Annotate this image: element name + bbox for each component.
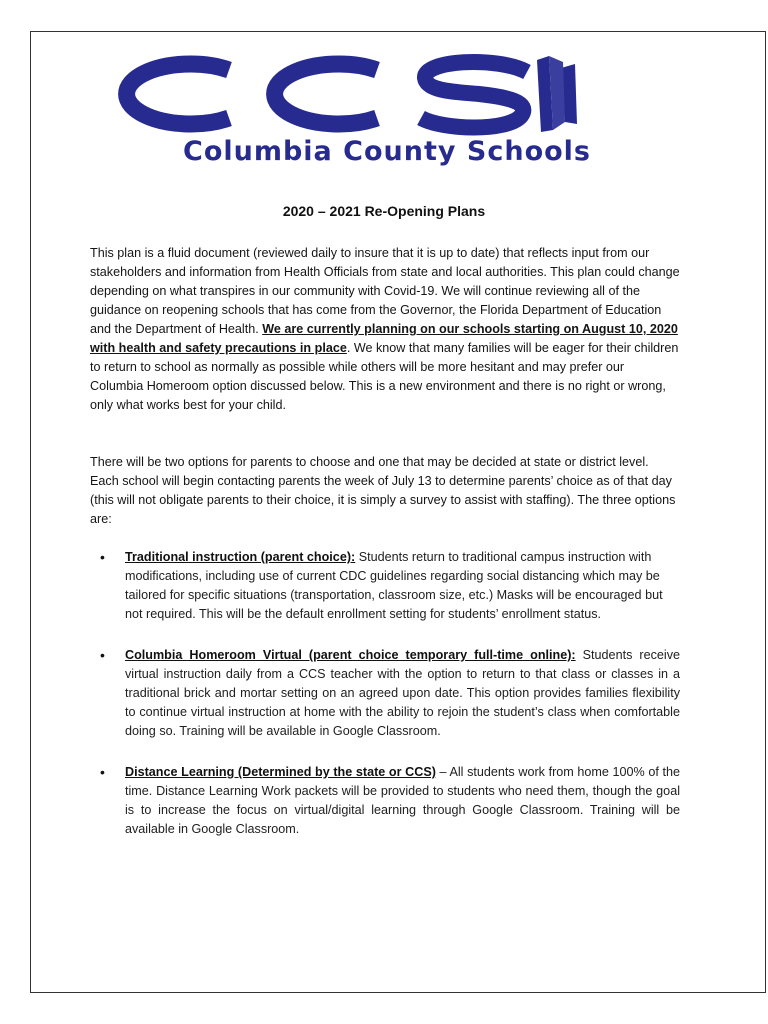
document-page: [30, 31, 766, 993]
list-item-homeroom-virtual: [90, 646, 680, 741]
bullet-icon: •: [100, 764, 105, 780]
list-item-distance-learning: [90, 763, 680, 839]
option-label: Distance Learning (Determined by the state or CCS): [125, 765, 436, 779]
intro-text-end: . We know that many families will be eager for their children to return to school as normally as possible while others will be more hesitant and may prefer our Columbia Homeroom option discussed below. This is a new environment and there is no right or wrong, only what works best for your child.: [90, 341, 679, 412]
bullet-icon: •: [100, 549, 105, 565]
option-label: Columbia Homeroom Virtual (parent choice temporary full-time online):: [125, 648, 576, 662]
intro-text-start: This plan is a fluid document (reviewed daily to insure that it is up to date) that reflects input from our stakeholders and information from Health Officials from state and local authorities. This plan could change depending on what transpires in our community with Covid-19. We will continue reviewing all of the guidance on reopening schools that has come from the Governor, the Florida Department of Education and the Department of Health.: [90, 246, 680, 336]
options-list: [90, 548, 680, 839]
option-text: Students receive virtual instruction daily from a CCS teacher with the option to return to that class or classes in a traditional brick and mortar setting on an agreed upon date. This option provides families flexibility to continue virtual instruction at home with the ability to rejoin the student’s class when comfortable doing so. Training will be available in Google Classroom.: [125, 648, 680, 738]
list-item-traditional: [90, 548, 680, 624]
bullet-icon: •: [100, 647, 105, 663]
options-intro-paragraph: There will be two options for parents to choose and one that may be decided at state or district level. Each school will begin contacting parents the week of July 13 to determine parents’ choice as of that day (this will not obligate parents to their choice, it is simply a survey to assist with staffing). The three options are:: [90, 455, 676, 526]
document-title: 2020 – 2021 Re-Opening Plans: [282, 203, 486, 219]
district-name: Columbia County Schools: [183, 136, 591, 167]
intro-emphasis: We are currently planning on our schools starting on August 10, 2020 with health and safety precautions in place: [90, 322, 678, 355]
district-logo: [87, 52, 687, 172]
option-label: Traditional instruction (parent choice):: [125, 550, 356, 564]
ccs-logo-mark: [87, 52, 687, 136]
option-text: – All students work from home 100% of the time. Distance Learning Work packets will be provided to students who need them, though the goal is to increase the focus on virtual/digital learning through Google Classroom. Training will be available in Google Classroom.: [125, 765, 680, 836]
option-text: Students return to traditional campus instruction with modifications, including use of current CDC guidelines regarding social distancing which may be tailored for specific situations (transportation, classroom size, etc.) Masks will be encouraged but not required. This will be the default enrollment setting for students’ enrollment status.: [125, 550, 663, 621]
intro-paragraph: [90, 244, 680, 415]
